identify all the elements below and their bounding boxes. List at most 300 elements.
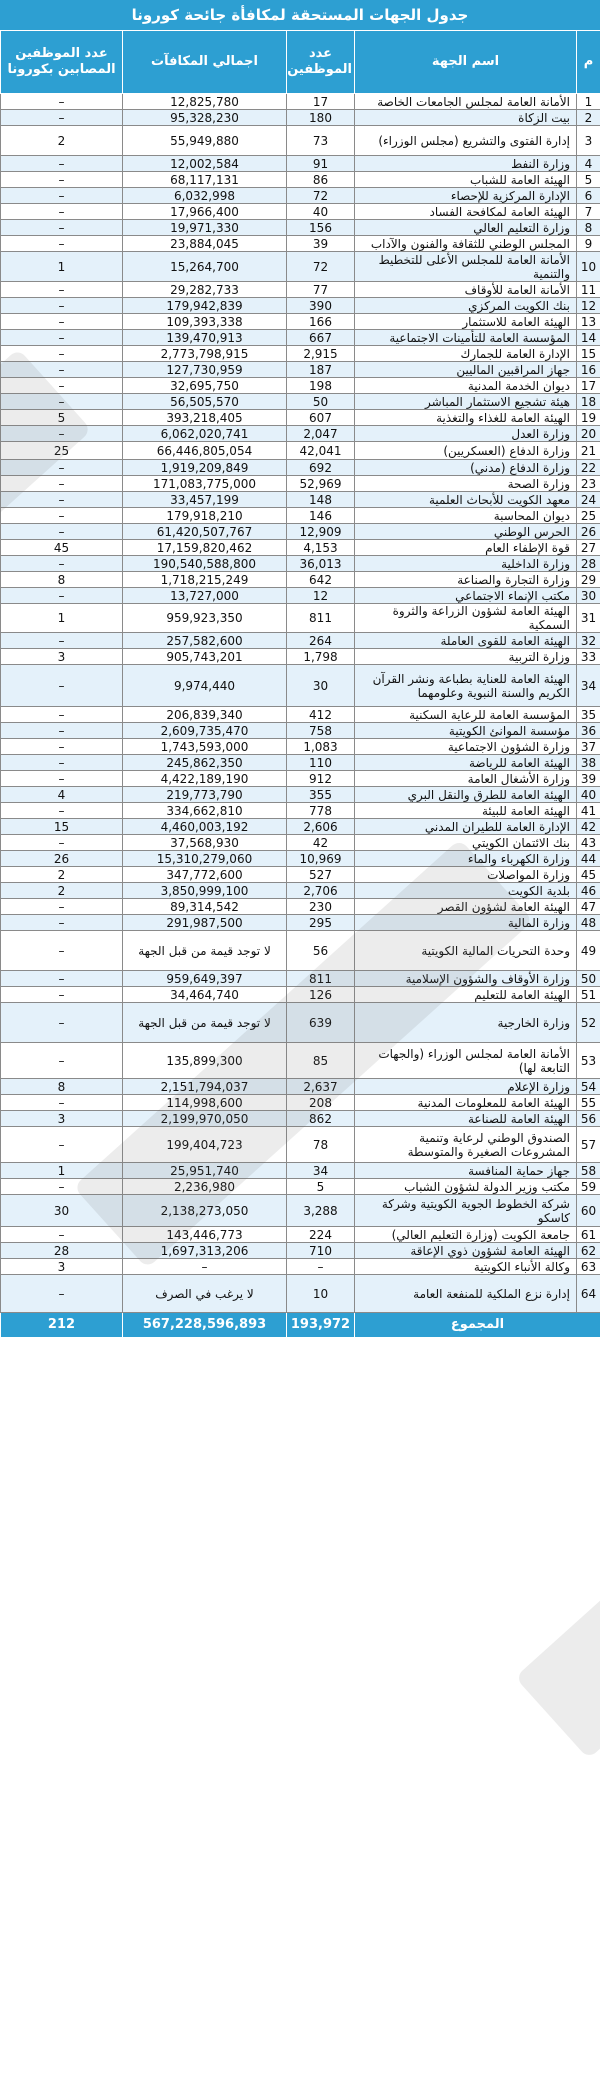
table-row — [1, 739, 600, 755]
infected-count: – — [1, 755, 123, 771]
entity-name: الهيئة العامة لمكافحة الفساد — [355, 204, 577, 220]
row-number: 31 — [577, 604, 600, 633]
table-row — [1, 883, 600, 899]
total-rewards: 179,942,839 — [123, 298, 287, 314]
employee-count: 2,915 — [287, 346, 355, 362]
header-total: اجمالي المكافآت — [123, 31, 287, 94]
row-number: 35 — [577, 707, 600, 723]
entity-name: إدارة الفتوى والتشريع (مجلس الوزراء) — [355, 126, 577, 156]
infected-count: 3 — [1, 649, 123, 665]
infected-count: 30 — [1, 1195, 123, 1227]
employee-count: 78 — [287, 1127, 355, 1163]
infected-count: – — [1, 1127, 123, 1163]
total-rewards: 1,697,313,206 — [123, 1243, 287, 1259]
table-row — [1, 649, 600, 665]
total-rewards: 89,314,542 — [123, 899, 287, 915]
entity-name: الهيئة العامة للعناية بطباعة ونشر القرآن الكريم والسنة النبوية وعلومهما — [355, 665, 577, 707]
total-rewards: 9,974,440 — [123, 665, 287, 707]
infected-count: – — [1, 476, 123, 492]
header-infected: عدد الموظفين المصابين بكورونا — [1, 31, 123, 94]
entity-name: الهيئة العامة لشؤون القصر — [355, 899, 577, 915]
table-row — [1, 835, 600, 851]
infected-count: 8 — [1, 572, 123, 588]
total-rewards: 34,464,740 — [123, 987, 287, 1003]
entity-name: جامعة الكويت (وزارة التعليم العالي) — [355, 1227, 577, 1243]
infected-count: – — [1, 346, 123, 362]
entity-name: مؤسسة الموانئ الكويتية — [355, 723, 577, 739]
employee-count: 778 — [287, 803, 355, 819]
row-number: 37 — [577, 739, 600, 755]
employee-count: 5 — [287, 1179, 355, 1195]
entity-name: الهيئة العامة للرياضة — [355, 755, 577, 771]
infected-count: – — [1, 1043, 123, 1079]
entity-name: الهيئة العامة للشباب — [355, 172, 577, 188]
entity-name: المؤسسة العامة للتأمينات الاجتماعية — [355, 330, 577, 346]
entity-name: الإدارة العامة للطيران المدني — [355, 819, 577, 835]
row-number: 11 — [577, 282, 600, 298]
employee-count: 1,083 — [287, 739, 355, 755]
total-rewards: 2,609,735,470 — [123, 723, 287, 739]
table-row — [1, 556, 600, 572]
row-number: 36 — [577, 723, 600, 739]
infected-count: – — [1, 835, 123, 851]
table-row — [1, 524, 600, 540]
infected-count: – — [1, 378, 123, 394]
table-row — [1, 771, 600, 787]
table-body — [1, 94, 600, 1313]
row-number: 44 — [577, 851, 600, 867]
infected-count: – — [1, 931, 123, 971]
total-rewards: 179,918,210 — [123, 508, 287, 524]
infected-count: – — [1, 723, 123, 739]
entity-name: جهاز المراقبين الماليين — [355, 362, 577, 378]
entity-name: وزارة الدفاع (العسكريين) — [355, 442, 577, 460]
total-rewards: 347,772,600 — [123, 867, 287, 883]
header-num: م — [577, 31, 600, 94]
infected-count: 15 — [1, 819, 123, 835]
table-row — [1, 588, 600, 604]
table-row — [1, 1227, 600, 1243]
totals-total: 567,228,596,893 — [123, 1313, 287, 1338]
entity-name: الهيئة العامة للطرق والنقل البري — [355, 787, 577, 803]
infected-count: 1 — [1, 252, 123, 282]
row-number: 57 — [577, 1127, 600, 1163]
entity-name: الهيئة العامة للاستثمار — [355, 314, 577, 330]
table-row — [1, 1163, 600, 1179]
table-row — [1, 787, 600, 803]
infected-count: 45 — [1, 540, 123, 556]
entity-name: وزارة الكهرباء والماء — [355, 851, 577, 867]
row-number: 34 — [577, 665, 600, 707]
row-number: 14 — [577, 330, 600, 346]
infected-count: – — [1, 1179, 123, 1195]
employee-count: 30 — [287, 665, 355, 707]
employee-count: 3,288 — [287, 1195, 355, 1227]
total-rewards: 15,310,279,060 — [123, 851, 287, 867]
employee-count: 156 — [287, 220, 355, 236]
table-row — [1, 604, 600, 633]
infected-count: – — [1, 739, 123, 755]
employee-count: 77 — [287, 282, 355, 298]
entity-name: هيئة تشجيع الاستثمار المباشر — [355, 394, 577, 410]
total-rewards: 19,971,330 — [123, 220, 287, 236]
row-number: 10 — [577, 252, 600, 282]
infected-count: – — [1, 282, 123, 298]
total-rewards: لا توجد قيمة من قبل الجهة — [123, 1003, 287, 1043]
row-number: 64 — [577, 1275, 600, 1313]
total-rewards: 29,282,733 — [123, 282, 287, 298]
row-number: 30 — [577, 588, 600, 604]
table-row — [1, 508, 600, 524]
table-row — [1, 572, 600, 588]
table-row — [1, 931, 600, 971]
infected-count: – — [1, 204, 123, 220]
infected-count: – — [1, 987, 123, 1003]
employee-count: 146 — [287, 508, 355, 524]
table-row — [1, 819, 600, 835]
entity-name: وزارة التعليم العالي — [355, 220, 577, 236]
table-row — [1, 236, 600, 252]
total-rewards: 2,199,970,050 — [123, 1111, 287, 1127]
total-rewards: 139,470,913 — [123, 330, 287, 346]
row-number: 28 — [577, 556, 600, 572]
infected-count: – — [1, 915, 123, 931]
table-row — [1, 94, 600, 110]
infected-count: 3 — [1, 1111, 123, 1127]
table-row — [1, 723, 600, 739]
table-row — [1, 1095, 600, 1111]
infected-count: 2 — [1, 126, 123, 156]
entity-name: الأمانة العامة للمجلس الأعلى للتخطيط والتنمية — [355, 252, 577, 282]
entity-name: الهيئة العامة للصناعة — [355, 1111, 577, 1127]
row-number: 6 — [577, 188, 600, 204]
table-row — [1, 633, 600, 649]
entity-name: الصندوق الوطني لرعاية وتنمية المشروعات الصغيرة والمتوسطة — [355, 1127, 577, 1163]
table-row — [1, 899, 600, 915]
employee-count: 295 — [287, 915, 355, 931]
employee-count: 42 — [287, 835, 355, 851]
employee-count: 198 — [287, 378, 355, 394]
table-row — [1, 1243, 600, 1259]
total-rewards: 1,743,593,000 — [123, 739, 287, 755]
totals-employees: 193,972 — [287, 1313, 355, 1338]
table-row — [1, 540, 600, 556]
infected-count: 28 — [1, 1243, 123, 1259]
total-rewards: 1,919,209,849 — [123, 460, 287, 476]
row-number: 21 — [577, 442, 600, 460]
row-number: 43 — [577, 835, 600, 851]
table-row — [1, 1259, 600, 1275]
table-row — [1, 410, 600, 426]
table-row — [1, 803, 600, 819]
employee-count: 50 — [287, 394, 355, 410]
infected-count: 2 — [1, 867, 123, 883]
total-rewards: 37,568,930 — [123, 835, 287, 851]
total-rewards: 32,695,750 — [123, 378, 287, 394]
employee-count: 187 — [287, 362, 355, 378]
total-rewards: 959,649,397 — [123, 971, 287, 987]
entity-name: وزارة الشؤون الاجتماعية — [355, 739, 577, 755]
total-rewards: 143,446,773 — [123, 1227, 287, 1243]
total-rewards: 61,420,507,767 — [123, 524, 287, 540]
table-row — [1, 378, 600, 394]
row-number: 59 — [577, 1179, 600, 1195]
entity-name: وزارة الخارجية — [355, 1003, 577, 1043]
row-number: 56 — [577, 1111, 600, 1127]
total-rewards: 109,393,338 — [123, 314, 287, 330]
infected-count: 8 — [1, 1079, 123, 1095]
table-row — [1, 252, 600, 282]
table-row — [1, 426, 600, 442]
infected-count: 5 — [1, 410, 123, 426]
row-number: 15 — [577, 346, 600, 362]
infected-count: – — [1, 426, 123, 442]
employee-count: 86 — [287, 172, 355, 188]
table-row — [1, 362, 600, 378]
employee-count: 412 — [287, 707, 355, 723]
total-rewards: 2,773,798,915 — [123, 346, 287, 362]
entity-name: ديوان الخدمة المدنية — [355, 378, 577, 394]
rewards-table — [0, 30, 600, 1338]
row-number: 27 — [577, 540, 600, 556]
entity-name: الهيئة العامة للمعلومات المدنية — [355, 1095, 577, 1111]
infected-count: – — [1, 556, 123, 572]
row-number: 42 — [577, 819, 600, 835]
row-number: 61 — [577, 1227, 600, 1243]
table-row — [1, 1195, 600, 1227]
employee-count: 10 — [287, 1275, 355, 1313]
entity-name: وزارة المواصلات — [355, 867, 577, 883]
entity-name: وزارة التجارة والصناعة — [355, 572, 577, 588]
row-number: 2 — [577, 110, 600, 126]
table-row — [1, 1003, 600, 1043]
infected-count: 4 — [1, 787, 123, 803]
row-number: 7 — [577, 204, 600, 220]
infected-count: – — [1, 508, 123, 524]
employee-count: 17 — [287, 94, 355, 110]
infected-count: 2 — [1, 883, 123, 899]
entity-name: وزارة العدل — [355, 426, 577, 442]
employee-count: 52,969 — [287, 476, 355, 492]
infected-count: – — [1, 492, 123, 508]
infected-count: – — [1, 460, 123, 476]
header-row — [1, 31, 600, 94]
entity-name: الأمانة العامة للأوقاف — [355, 282, 577, 298]
employee-count: 390 — [287, 298, 355, 314]
employee-count: 12,909 — [287, 524, 355, 540]
row-number: 25 — [577, 508, 600, 524]
header-employees: عدد الموظفين — [287, 31, 355, 94]
employee-count: 642 — [287, 572, 355, 588]
row-number: 19 — [577, 410, 600, 426]
infected-count: – — [1, 236, 123, 252]
infected-count: – — [1, 588, 123, 604]
table-row — [1, 188, 600, 204]
row-number: 24 — [577, 492, 600, 508]
employee-count: 862 — [287, 1111, 355, 1127]
entity-name: المجلس الوطني للثقافة والفنون والآداب — [355, 236, 577, 252]
infected-count: – — [1, 110, 123, 126]
entity-name: بلدية الكويت — [355, 883, 577, 899]
entity-name: الحرس الوطني — [355, 524, 577, 540]
row-number: 39 — [577, 771, 600, 787]
infected-count: 26 — [1, 851, 123, 867]
row-number: 20 — [577, 426, 600, 442]
entity-name: الهيئة العامة للقوى العاملة — [355, 633, 577, 649]
row-number: 18 — [577, 394, 600, 410]
employee-count: 166 — [287, 314, 355, 330]
employee-count: 1,798 — [287, 649, 355, 665]
total-rewards: 4,422,189,190 — [123, 771, 287, 787]
entity-name: مكتب وزير الدولة لشؤون الشباب — [355, 1179, 577, 1195]
row-number: 17 — [577, 378, 600, 394]
total-rewards: 56,505,570 — [123, 394, 287, 410]
row-number: 45 — [577, 867, 600, 883]
total-rewards: 219,773,790 — [123, 787, 287, 803]
employee-count: 12 — [287, 588, 355, 604]
total-rewards: 4,460,003,192 — [123, 819, 287, 835]
total-rewards: 257,582,600 — [123, 633, 287, 649]
row-number: 1 — [577, 94, 600, 110]
infected-count: 1 — [1, 1163, 123, 1179]
row-number: 38 — [577, 755, 600, 771]
row-number: 50 — [577, 971, 600, 987]
infected-count: – — [1, 665, 123, 707]
entity-name: وزارة الصحة — [355, 476, 577, 492]
infected-count: 3 — [1, 1259, 123, 1275]
employee-count: 710 — [287, 1243, 355, 1259]
total-rewards: – — [123, 1259, 287, 1275]
row-number: 33 — [577, 649, 600, 665]
infected-count: – — [1, 156, 123, 172]
infected-count: – — [1, 524, 123, 540]
entity-name: الأمانة العامة لمجلس الوزراء (والجهات التابعة لها) — [355, 1043, 577, 1079]
row-number: 32 — [577, 633, 600, 649]
total-rewards: 171,083,775,000 — [123, 476, 287, 492]
row-number: 62 — [577, 1243, 600, 1259]
table-row — [1, 492, 600, 508]
entity-name: وزارة الداخلية — [355, 556, 577, 572]
row-number: 12 — [577, 298, 600, 314]
total-rewards: 66,446,805,054 — [123, 442, 287, 460]
table-row — [1, 971, 600, 987]
employee-count: 10,969 — [287, 851, 355, 867]
table-row — [1, 707, 600, 723]
row-number: 13 — [577, 314, 600, 330]
total-rewards: لا يرغب في الصرف — [123, 1275, 287, 1313]
totals-row — [1, 1313, 600, 1338]
entity-name: وزارة الأشغال العامة — [355, 771, 577, 787]
total-rewards: 12,002,584 — [123, 156, 287, 172]
entity-name: وزارة المالية — [355, 915, 577, 931]
table-row — [1, 915, 600, 931]
employee-count: 2,606 — [287, 819, 355, 835]
table-row — [1, 204, 600, 220]
row-number: 58 — [577, 1163, 600, 1179]
row-number: 48 — [577, 915, 600, 931]
total-rewards: 135,899,300 — [123, 1043, 287, 1079]
infected-count: – — [1, 330, 123, 346]
row-number: 47 — [577, 899, 600, 915]
employee-count: – — [287, 1259, 355, 1275]
entity-name: بنك الكويت المركزي — [355, 298, 577, 314]
table-row — [1, 330, 600, 346]
infected-count: – — [1, 314, 123, 330]
entity-name: بيت الزكاة — [355, 110, 577, 126]
total-rewards: 68,117,131 — [123, 172, 287, 188]
table-row — [1, 987, 600, 1003]
entity-name: الإدارة المركزية للإحصاء — [355, 188, 577, 204]
row-number: 53 — [577, 1043, 600, 1079]
infected-count: – — [1, 394, 123, 410]
employee-count: 230 — [287, 899, 355, 915]
row-number: 49 — [577, 931, 600, 971]
row-number: 40 — [577, 787, 600, 803]
table-row — [1, 460, 600, 476]
infected-count: – — [1, 220, 123, 236]
total-rewards: 190,540,588,800 — [123, 556, 287, 572]
employee-count: 42,041 — [287, 442, 355, 460]
entity-name: ديوان المحاسبة — [355, 508, 577, 524]
entity-name: شركة الخطوط الجوية الكويتية وشركة كاسكو — [355, 1195, 577, 1227]
total-rewards: 1,718,215,249 — [123, 572, 287, 588]
table-row — [1, 110, 600, 126]
infected-count: – — [1, 1095, 123, 1111]
entity-name: الهيئة العامة للغذاء والتغذية — [355, 410, 577, 426]
row-number: 52 — [577, 1003, 600, 1043]
row-number: 22 — [577, 460, 600, 476]
row-number: 4 — [577, 156, 600, 172]
employee-count: 208 — [287, 1095, 355, 1111]
table-row — [1, 851, 600, 867]
total-rewards: 199,404,723 — [123, 1127, 287, 1163]
entity-name: الإدارة العامة للجمارك — [355, 346, 577, 362]
entity-name: الهيئة العامة لشؤون ذوي الإعاقة — [355, 1243, 577, 1259]
row-number: 29 — [577, 572, 600, 588]
row-number: 9 — [577, 236, 600, 252]
table-row — [1, 156, 600, 172]
entity-name: الهيئة العامة لشؤون الزراعة والثروة السمكية — [355, 604, 577, 633]
entity-name: الأمانة العامة لمجلس الجامعات الخاصة — [355, 94, 577, 110]
total-rewards: 17,159,820,462 — [123, 540, 287, 556]
employee-count: 56 — [287, 931, 355, 971]
employee-count: 667 — [287, 330, 355, 346]
total-rewards: 245,862,350 — [123, 755, 287, 771]
employee-count: 639 — [287, 1003, 355, 1043]
total-rewards: 905,743,201 — [123, 649, 287, 665]
employee-count: 34 — [287, 1163, 355, 1179]
total-rewards: 114,998,600 — [123, 1095, 287, 1111]
table-row — [1, 1079, 600, 1095]
total-rewards: 6,032,998 — [123, 188, 287, 204]
table-row — [1, 1111, 600, 1127]
infected-count: – — [1, 803, 123, 819]
entity-name: إدارة نزع الملكية للمنفعة العامة — [355, 1275, 577, 1313]
infected-count: – — [1, 707, 123, 723]
employee-count: 36,013 — [287, 556, 355, 572]
employee-count: 91 — [287, 156, 355, 172]
employee-count: 180 — [287, 110, 355, 126]
row-number: 63 — [577, 1259, 600, 1275]
infected-count: – — [1, 1003, 123, 1043]
employee-count: 355 — [287, 787, 355, 803]
total-rewards: 12,825,780 — [123, 94, 287, 110]
entity-name: وزارة الإعلام — [355, 1079, 577, 1095]
table-row — [1, 394, 600, 410]
total-rewards: لا توجد قيمة من قبل الجهة — [123, 931, 287, 971]
employee-count: 148 — [287, 492, 355, 508]
table-row — [1, 867, 600, 883]
